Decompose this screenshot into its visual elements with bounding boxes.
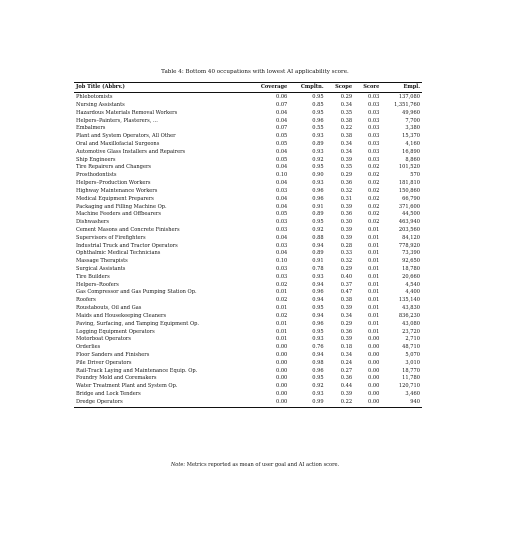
table-row: [74, 344, 422, 352]
cell-coverage: 0.03: [275, 273, 288, 280]
cell-score: 0.00: [368, 344, 380, 351]
table-row: [74, 188, 422, 196]
cell-scope: 0.37: [340, 281, 353, 288]
cell-coverage: 0.03: [275, 242, 288, 249]
cell-score: 0.03: [368, 141, 380, 148]
cell-scope: 0.32: [340, 187, 353, 194]
cell-completion: 0.89: [312, 141, 324, 148]
cell-score: 0.03: [368, 156, 380, 163]
cell-completion: 0.88: [312, 234, 324, 241]
cell-coverage: 0.02: [275, 281, 288, 288]
cell-coverage: 0.01: [275, 328, 288, 335]
cell-coverage: 0.04: [275, 234, 288, 241]
cell-job-title: Water Treatment Plant and System Op.: [76, 383, 178, 390]
cell-completion: 0.96: [312, 195, 324, 202]
cell-score: 0.00: [368, 383, 380, 390]
occupations-table: [74, 82, 422, 408]
table-row: [74, 360, 422, 368]
cell-job-title: Maids and Housekeeping Cleaners: [76, 312, 167, 319]
table-row: [74, 282, 422, 290]
cell-employment: 463,940: [398, 219, 420, 226]
cell-employment: 120,710: [398, 383, 420, 390]
cell-score: 0.02: [368, 211, 380, 218]
header-score: Score: [354, 83, 381, 93]
cell-score: 0.01: [368, 250, 380, 257]
cell-scope: 0.40: [340, 273, 353, 280]
cell-employment: 137,080: [398, 94, 420, 101]
cell-scope: 0.39: [340, 156, 353, 163]
table-row: [74, 149, 422, 157]
cell-completion: 0.85: [312, 101, 324, 108]
cell-coverage: 0.05: [275, 211, 288, 218]
cell-coverage: 0.00: [275, 351, 288, 358]
cell-job-title: Prosthodontists: [76, 172, 117, 179]
table-row: [74, 92, 422, 102]
cell-coverage: 0.02: [275, 297, 288, 304]
cell-completion: 0.96: [312, 320, 324, 327]
cell-job-title: Foundry Mold and Coremakers: [76, 375, 157, 382]
cell-coverage: 0.01: [275, 305, 288, 312]
cell-completion: 0.55: [312, 125, 324, 132]
cell-score: 0.00: [368, 359, 380, 366]
table-row: [74, 172, 422, 180]
cell-score: 0.01: [368, 273, 380, 280]
cell-coverage: 0.04: [275, 250, 288, 257]
cell-job-title: Automotive Glass Installers and Repairers: [76, 148, 186, 155]
cell-coverage: 0.00: [275, 375, 288, 382]
cell-scope: 0.30: [340, 219, 353, 226]
cell-scope: 0.22: [340, 125, 353, 132]
cell-job-title: Helpers–Roofers: [76, 281, 119, 288]
cell-coverage: 0.05: [275, 156, 288, 163]
cell-completion: 0.94: [312, 242, 324, 249]
header-employment: Empl.: [381, 83, 422, 93]
cell-job-title: Helpers–Production Workers: [76, 180, 151, 187]
cell-job-title: Surgical Assistants: [76, 266, 126, 273]
cell-completion: 0.93: [312, 336, 324, 343]
table-row: [74, 235, 422, 243]
cell-employment: 20,660: [402, 273, 420, 280]
cell-coverage: 0.00: [275, 344, 288, 351]
cell-score: 0.00: [368, 336, 380, 343]
cell-scope: 0.29: [340, 172, 353, 179]
cell-job-title: Orderlies: [76, 344, 101, 351]
cell-job-title: Medical Equipment Preparers: [76, 195, 154, 202]
cell-scope: 0.34: [340, 351, 353, 358]
cell-employment: 44,500: [402, 211, 420, 218]
table-row: [74, 297, 422, 305]
cell-employment: 11,780: [402, 375, 420, 382]
cell-coverage: 0.00: [275, 359, 288, 366]
cell-scope: 0.39: [340, 226, 353, 233]
table-row: [74, 211, 422, 219]
table-row: [74, 125, 422, 133]
header-scope: Scope: [326, 83, 354, 93]
cell-completion: 0.95: [312, 219, 324, 226]
cell-job-title: Helpers–Painters, Plasterers, ...: [76, 117, 158, 124]
cell-completion: 0.95: [312, 328, 324, 335]
cell-coverage: 0.10: [275, 172, 288, 179]
cell-coverage: 0.03: [275, 226, 288, 233]
cell-scope: 0.34: [340, 312, 353, 319]
cell-completion: 0.99: [289, 399, 325, 407]
cell-employment: 778,920: [398, 242, 420, 249]
cell-score: 0.01: [368, 312, 380, 319]
cell-score: 0.03: [368, 133, 380, 140]
cell-job-title: Motorboat Operators: [76, 336, 131, 343]
cell-scope: 0.34: [340, 148, 353, 155]
cell-completion: 0.91: [312, 258, 324, 265]
cell-employment: 66,790: [402, 195, 420, 202]
cell-scope: 0.39: [340, 203, 353, 210]
cell-completion: 0.93: [312, 273, 324, 280]
cell-employment: 15,370: [402, 133, 420, 140]
table-row: [74, 180, 422, 188]
cell-employment: 371,600: [398, 203, 420, 210]
cell-scope: 0.35: [340, 109, 353, 116]
cell-scope: 0.44: [340, 383, 353, 390]
cell-scope: 0.38: [340, 297, 353, 304]
cell-coverage: 0.05: [275, 141, 288, 148]
table-row: [74, 375, 422, 383]
cell-scope: 0.39: [340, 234, 353, 241]
cell-coverage: 0.07: [275, 125, 288, 132]
cell-job-title: Paving, Surfacing, and Tamping Equipment Op.: [76, 320, 200, 327]
cell-employment: 101,520: [398, 164, 420, 171]
cell-completion: 0.92: [312, 383, 324, 390]
cell-completion: 0.94: [312, 281, 324, 288]
header-row: [74, 83, 422, 93]
cell-scope: 0.36: [340, 375, 353, 382]
cell-coverage: 0.05: [275, 133, 288, 140]
cell-score: 0.03: [368, 117, 380, 124]
cell-score: 0.03: [368, 101, 380, 108]
cell-completion: 0.91: [312, 203, 324, 210]
cell-job-title: Logging Equipment Operators: [76, 328, 155, 335]
cell-completion: 0.76: [312, 344, 324, 351]
cell-completion: 0.95: [312, 375, 324, 382]
cell-employment: 3,380: [405, 125, 420, 132]
table-row: [74, 164, 422, 172]
cell-completion: 0.93: [312, 180, 324, 187]
cell-job-title: Industrial Truck and Tractor Operators: [76, 242, 178, 249]
cell-employment: 49,960: [402, 109, 420, 116]
cell-job-title: Bridge and Lock Tenders: [76, 391, 141, 398]
cell-completion: 0.78: [312, 266, 324, 273]
cell-employment: 150,860: [398, 187, 420, 194]
cell-coverage: 0.10: [275, 258, 288, 265]
cell-employment: 48,710: [402, 344, 420, 351]
table-header: [74, 83, 422, 93]
cell-job-title: Rail-Track Laying and Maintenance Equip. Op.: [76, 367, 198, 374]
cell-completion: 0.90: [312, 172, 324, 179]
cell-completion: 0.89: [312, 250, 324, 257]
cell-job-title: Ship Engineers: [76, 156, 116, 163]
cell-score: 0.00: [368, 375, 380, 382]
cell-score: 0.01: [368, 258, 380, 265]
cell-job-title: Floor Sanders and Finishers: [76, 351, 150, 358]
cell-scope: 0.36: [340, 180, 353, 187]
cell-score: 0.01: [368, 281, 380, 288]
cell-job-title: Tire Repairers and Changers: [76, 164, 152, 171]
cell-scope: 0.47: [340, 289, 353, 296]
cell-completion: 0.92: [312, 156, 324, 163]
cell-coverage: 0.04: [275, 203, 288, 210]
cell-scope: 0.32: [340, 258, 353, 265]
cell-completion: 0.93: [312, 148, 324, 155]
cell-job-title: Machine Feeders and Offbearers: [76, 211, 161, 218]
cell-job-title: Roofers: [76, 297, 96, 304]
cell-score: 0.02: [368, 195, 380, 202]
cell-completion: 0.93: [312, 391, 324, 398]
cell-employment: 940: [381, 399, 422, 407]
cell-scope: 0.33: [340, 250, 353, 257]
cell-scope: 0.39: [340, 391, 353, 398]
table-row: [74, 274, 422, 282]
cell-coverage: 0.04: [275, 180, 288, 187]
cell-completion: 0.95: [312, 164, 324, 171]
cell-employment: 43,080: [402, 320, 420, 327]
table-row: [74, 196, 422, 204]
table-row: [74, 329, 422, 337]
cell-job-title: Dishwashers: [76, 219, 109, 226]
cell-score: 0.02: [368, 164, 380, 171]
cell-job-title: Packaging and Filling Machine Op.: [76, 203, 167, 210]
cell-job-title: Plant and System Operators, All Other: [76, 133, 176, 140]
cell-coverage: 0.01: [275, 289, 288, 296]
header-job-title: Job Title (Abbrv.): [74, 83, 248, 93]
table-row: [74, 133, 422, 141]
cell-job-title: Tire Builders: [76, 273, 110, 280]
cell-coverage: 0.07: [275, 101, 288, 108]
cell-scope: 0.36: [340, 211, 353, 218]
table-row: [74, 219, 422, 227]
cell-job-title: Supervisors of Firefighters: [76, 234, 146, 241]
cell-scope: 0.34: [340, 141, 353, 148]
cell-completion: 0.95: [312, 305, 324, 312]
cell-coverage: 0.02: [275, 312, 288, 319]
cell-job-title: Cement Masons and Concrete Finishers: [76, 226, 180, 233]
cell-completion: 0.96: [312, 117, 324, 124]
cell-scope: 0.34: [340, 101, 353, 108]
cell-scope: 0.38: [340, 133, 353, 140]
cell-job-title: Massage Therapists: [76, 258, 128, 265]
cell-score: 0.01: [368, 289, 380, 296]
cell-job-title: Dredge Operators: [74, 399, 248, 407]
cell-employment: 16,890: [402, 148, 420, 155]
cell-completion: 0.94: [312, 351, 324, 358]
cell-completion: 0.94: [312, 297, 324, 304]
table-row: [74, 141, 422, 149]
table-body: [74, 92, 422, 407]
table-row: [74, 102, 422, 110]
cell-score: 0.01: [368, 266, 380, 273]
cell-scope: 0.38: [340, 117, 353, 124]
cell-coverage: 0.01: [275, 320, 288, 327]
table-row: [74, 118, 422, 126]
cell-score: 0.01: [368, 305, 380, 312]
cell-employment: 2,710: [405, 336, 420, 343]
cell-score: 0.02: [368, 180, 380, 187]
table-row: [74, 157, 422, 165]
table-row: [74, 336, 422, 344]
cell-score: 0.00: [368, 367, 380, 374]
cell-score: 0.01: [368, 234, 380, 241]
cell-employment: 1,351,760: [394, 101, 420, 108]
cell-coverage: 0.00: [275, 383, 288, 390]
cell-score: 0.03: [368, 109, 380, 116]
cell-employment: 3,460: [405, 391, 420, 398]
cell-employment: 73,390: [402, 250, 420, 257]
cell-scope: 0.29: [340, 266, 353, 273]
cell-coverage: 0.03: [275, 266, 288, 273]
cell-completion: 0.96: [312, 367, 324, 374]
header-completion: Cmpltn.: [289, 83, 325, 93]
cell-score: 0.01: [368, 242, 380, 249]
table-row: [74, 313, 422, 321]
cell-coverage: 0.00: [275, 367, 288, 374]
cell-scope: 0.24: [340, 359, 353, 366]
cell-employment: 23,720: [402, 328, 420, 335]
cell-coverage: 0.03: [275, 187, 288, 194]
table-row: [74, 227, 422, 235]
cell-score: 0.00: [368, 351, 380, 358]
cell-job-title: Oral and Maxillofacial Surgeons: [76, 141, 160, 148]
note-label: Note:: [170, 462, 186, 468]
table-row: [74, 243, 422, 251]
cell-coverage: 0.04: [275, 148, 288, 155]
cell-employment: 18,770: [402, 367, 420, 374]
cell-score: 0.02: [368, 172, 380, 179]
cell-completion: 0.89: [312, 211, 324, 218]
cell-coverage: 0.00: [275, 391, 288, 398]
cell-job-title: Ophthalmic Medical Technicians: [76, 250, 161, 257]
cell-job-title: Roustabouts, Oil and Gas: [76, 305, 142, 312]
cell-employment: 4,540: [405, 281, 420, 288]
cell-coverage: 0.04: [275, 164, 288, 171]
cell-employment: 92,650: [402, 258, 420, 265]
cell-job-title: Pile Driver Operators: [76, 359, 132, 366]
cell-coverage: 0.04: [275, 109, 288, 116]
header-coverage: Coverage: [248, 83, 289, 93]
table-note: [0, 462, 510, 469]
cell-completion: 0.95: [312, 94, 324, 101]
cell-employment: 7,700: [405, 117, 420, 124]
cell-score: 0.00: [368, 391, 380, 398]
cell-job-title: Phlebotomists: [76, 94, 113, 101]
cell-completion: 0.96: [312, 187, 324, 194]
cell-job-title: Hazardous Materials Removal Workers: [76, 109, 178, 116]
cell-scope: 0.29: [340, 320, 353, 327]
cell-coverage: 0.00: [248, 399, 289, 407]
cell-score: 0.02: [368, 219, 380, 226]
cell-employment: 84,120: [402, 234, 420, 241]
cell-score: 0.03: [368, 148, 380, 155]
cell-coverage: 0.04: [275, 117, 288, 124]
cell-coverage: 0.03: [275, 219, 288, 226]
cell-employment: 18,780: [402, 266, 420, 273]
table-row: [74, 250, 422, 258]
cell-job-title: Highway Maintenance Workers: [76, 187, 158, 194]
cell-job-title: Embalmers: [76, 125, 106, 132]
table-caption: Table 4: Bottom 40 occupations with lowest AI applicability score.: [161, 69, 349, 75]
cell-score: 0.01: [368, 226, 380, 233]
cell-scope: 0.31: [340, 195, 353, 202]
cell-completion: 0.94: [312, 312, 324, 319]
cell-completion: 0.98: [312, 359, 324, 366]
table-row: [74, 321, 422, 329]
cell-score: 0.02: [368, 187, 380, 194]
cell-score: 0.01: [368, 320, 380, 327]
cell-job-title: Nursing Assistants: [76, 101, 125, 108]
table-row: [74, 266, 422, 274]
cell-completion: 0.96: [312, 289, 324, 296]
cell-employment: 4,160: [405, 141, 420, 148]
cell-coverage: 0.06: [275, 94, 288, 101]
cell-scope: 0.36: [340, 328, 353, 335]
table-row: [74, 289, 422, 297]
cell-score: 0.01: [368, 328, 380, 335]
table-row: [74, 368, 422, 376]
occupations-table-container: [74, 82, 422, 408]
cell-score: 0.01: [368, 297, 380, 304]
cell-coverage: 0.01: [275, 336, 288, 343]
cell-job-title: Gas Compressor and Gas Pumping Station Op.: [76, 289, 197, 296]
table-row: [74, 110, 422, 118]
cell-completion: 0.92: [312, 226, 324, 233]
cell-employment: 5,070: [405, 351, 420, 358]
cell-score: 0.03: [368, 94, 380, 101]
cell-employment: 203,560: [398, 226, 420, 233]
cell-employment: 135,140: [398, 297, 420, 304]
table-row: [74, 352, 422, 360]
table-row: [74, 204, 422, 212]
cell-score: 0.00: [354, 399, 381, 407]
cell-coverage: 0.04: [275, 195, 288, 202]
cell-employment: 43,830: [402, 305, 420, 312]
cell-employment: 4,400: [405, 289, 420, 296]
cell-employment: 3,010: [405, 359, 420, 366]
table-row: [74, 391, 422, 399]
note-text: Metrics reported as mean of user goal and AI action score.: [186, 462, 340, 468]
cell-scope: 0.22: [326, 399, 354, 407]
cell-scope: 0.39: [340, 336, 353, 343]
cell-employment: 8,860: [405, 156, 420, 163]
table-row: [74, 383, 422, 391]
cell-score: 0.03: [368, 125, 380, 132]
cell-scope: 0.27: [340, 367, 353, 374]
cell-score: 0.02: [368, 203, 380, 210]
cell-employment: 836,230: [398, 312, 420, 319]
cell-scope: 0.39: [340, 305, 353, 312]
cell-scope: 0.29: [340, 94, 353, 101]
cell-employment: 181,810: [398, 180, 420, 187]
cell-scope: 0.28: [340, 242, 353, 249]
cell-completion: 0.93: [312, 133, 324, 140]
cell-scope: 0.18: [340, 344, 353, 351]
cell-scope: 0.35: [340, 164, 353, 171]
table-row: [74, 399, 422, 407]
cell-employment: 570: [410, 172, 420, 179]
table-row: [74, 305, 422, 313]
cell-completion: 0.95: [312, 109, 324, 116]
table-row: [74, 258, 422, 266]
